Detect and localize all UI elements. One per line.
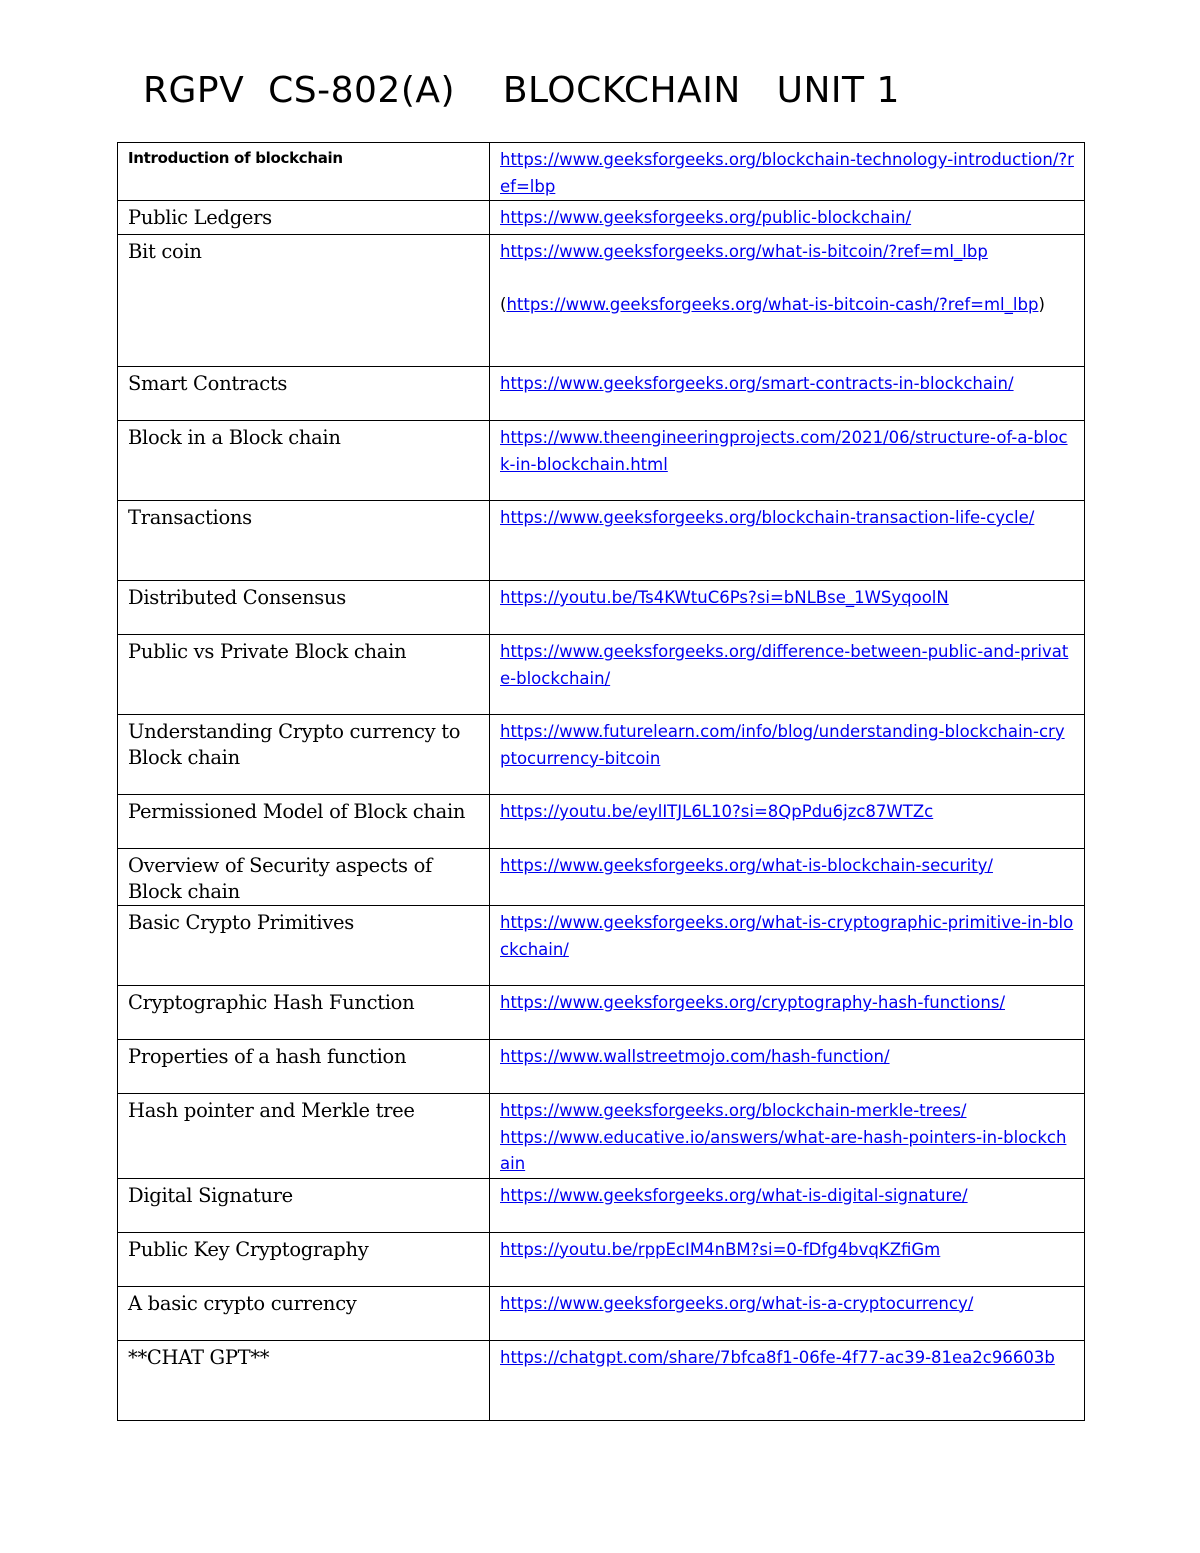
link-cell <box>490 367 1085 421</box>
table-row <box>118 1232 1085 1286</box>
resource-link[interactable]: https://www.geeksforgeeks.org/what-is-digital-signature/ <box>500 1185 968 1205</box>
table-row <box>118 1340 1085 1420</box>
link-cell <box>490 849 1085 906</box>
topic-cell: Understanding Crypto currency to Block chain <box>118 715 490 795</box>
table-row <box>118 986 1085 1040</box>
table-row <box>118 635 1085 715</box>
table-row <box>118 201 1085 235</box>
topic-cell: Distributed Consensus <box>118 581 490 635</box>
resource-link[interactable]: https://www.geeksforgeeks.org/what-is-blockchain-security/ <box>500 856 993 875</box>
resource-link[interactable]: https://www.geeksforgeeks.org/public-blockchain/ <box>500 208 912 227</box>
table-row <box>118 1040 1085 1094</box>
link-cell <box>490 143 1085 201</box>
link-cell <box>490 1040 1085 1094</box>
resource-link[interactable]: https://youtu.be/rppEcIM4nBM?si=0-fDfg4bvqKZfiGm <box>500 1239 941 1259</box>
resource-link[interactable]: https://www.geeksforgeeks.org/blockchain-transaction-life-cycle/ <box>500 508 1035 527</box>
topic-cell: Digital Signature <box>118 1178 490 1232</box>
table-row <box>118 1286 1085 1340</box>
table-row <box>118 501 1085 581</box>
resource-link[interactable]: https://www.futurelearn.com/info/blog/understanding-blockchain-cryptocurrency-bitcoin <box>500 722 1065 768</box>
resource-link[interactable]: https://www.wallstreetmojo.com/hash-function/ <box>500 1047 890 1066</box>
link-cell <box>490 421 1085 501</box>
topic-cell: Cryptographic Hash Function <box>118 986 490 1040</box>
topic-cell: Properties of a hash function <box>118 1040 490 1094</box>
topic-cell: Public vs Private Block chain <box>118 635 490 715</box>
topic-cell: Bit coin <box>118 235 490 367</box>
link-cell <box>490 501 1085 581</box>
resource-link[interactable]: https://www.theengineeringprojects.com/2021/06/structure-of-a-block-in-blockchain.html <box>500 428 1068 474</box>
resource-link[interactable]: https://youtu.be/Ts4KWtuC6Ps?si=bNLBse_1WSyqoolN <box>500 588 949 607</box>
resource-link[interactable]: https://www.geeksforgeeks.org/blockchain-merkle-trees/ <box>500 1101 967 1120</box>
topic-cell: Hash pointer and Merkle tree <box>118 1094 490 1179</box>
topic-cell: Introduction of blockchain <box>118 143 490 201</box>
link-cell <box>490 235 1085 367</box>
table-row <box>118 367 1085 421</box>
topic-cell: Permissioned Model of Block chain <box>118 795 490 849</box>
resource-link[interactable]: https://www.geeksforgeeks.org/what-is-a-cryptocurrency/ <box>500 1293 974 1313</box>
resource-link[interactable]: https://youtu.be/eylITJL6L10?si=8QpPdu6jzc87WTZc <box>500 802 934 821</box>
table-row <box>118 1178 1085 1232</box>
link-cell <box>490 581 1085 635</box>
resource-link[interactable]: https://www.geeksforgeeks.org/what-is-bitcoin/?ref=ml_lbp <box>500 242 988 261</box>
resource-link[interactable]: https://www.geeksforgeeks.org/smart-contracts-in-blockchain/ <box>500 374 1014 393</box>
link-cell <box>490 201 1085 235</box>
resource-link[interactable]: https://chatgpt.com/share/7bfca8f1-06fe-4f77-ac39-81ea2c96603b <box>500 1347 1055 1367</box>
topic-cell: A basic crypto currency <box>118 1286 490 1340</box>
table-row <box>118 795 1085 849</box>
topic-cell: Overview of Security aspects of Block chain <box>118 849 490 906</box>
link-cell <box>490 635 1085 715</box>
spacer <box>500 266 1074 292</box>
topic-cell: Block in a Block chain <box>118 421 490 501</box>
link-cell <box>490 986 1085 1040</box>
close-paren: ) <box>1038 294 1045 314</box>
resource-link[interactable]: https://www.geeksforgeeks.org/what-is-cryptographic-primitive-in-blockchain/ <box>500 913 1074 959</box>
table-row <box>118 849 1085 906</box>
link-cell <box>490 715 1085 795</box>
topic-cell: Smart Contracts <box>118 367 490 421</box>
open-paren: ( <box>500 294 507 314</box>
topic-cell: Basic Crypto Primitives <box>118 906 490 986</box>
resource-link[interactable]: https://www.geeksforgeeks.org/blockchain-technology-introduction/?ref=lbp <box>500 150 1074 196</box>
table-row <box>118 581 1085 635</box>
topic-cell: Transactions <box>118 501 490 581</box>
link-cell <box>490 1232 1085 1286</box>
table-row <box>118 235 1085 367</box>
resource-link-secondary[interactable]: https://www.geeksforgeeks.org/what-is-bitcoin-cash/?ref=ml_lbp <box>506 294 1039 314</box>
topic-cell: Public Ledgers <box>118 201 490 235</box>
table-row <box>118 715 1085 795</box>
link-cell <box>490 1286 1085 1340</box>
link-cell <box>490 906 1085 986</box>
page-title: RGPV CS-802(A) BLOCKCHAIN UNIT 1 <box>143 70 900 111</box>
topic-cell: Public Key Cryptography <box>118 1232 490 1286</box>
link-cell <box>490 795 1085 849</box>
resource-link-secondary[interactable]: https://www.educative.io/answers/what-are-hash-pointers-in-blockchain <box>500 1127 1067 1173</box>
table-row <box>118 143 1085 201</box>
table-row <box>118 906 1085 986</box>
link-cell <box>490 1094 1085 1179</box>
table-row <box>118 1094 1085 1179</box>
link-cell <box>490 1340 1085 1420</box>
link-cell <box>490 1178 1085 1232</box>
topics-table <box>117 142 1085 1421</box>
topic-cell: **CHAT GPT** <box>118 1340 490 1420</box>
table-row <box>118 421 1085 501</box>
resource-link[interactable]: https://www.geeksforgeeks.org/difference-between-public-and-private-blockchain/ <box>500 642 1069 688</box>
resource-link[interactable]: https://www.geeksforgeeks.org/cryptography-hash-functions/ <box>500 993 1005 1012</box>
